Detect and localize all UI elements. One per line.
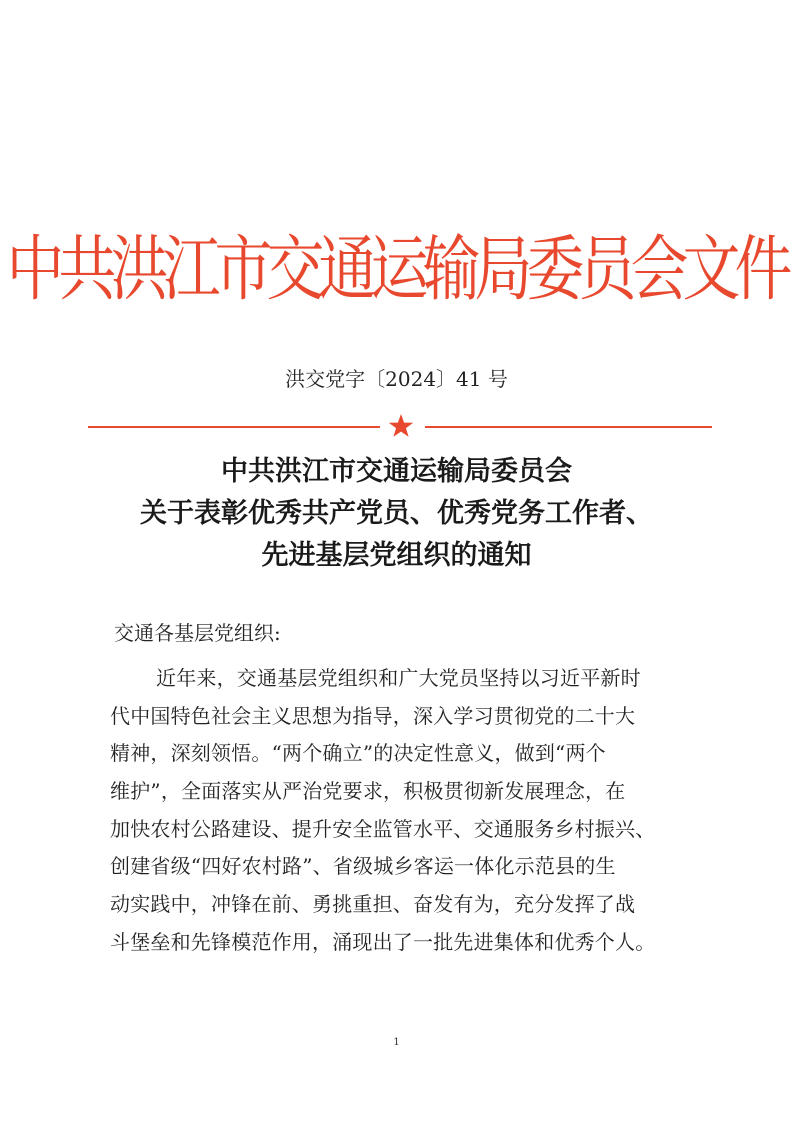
body-line: 近年来，交通基层党组织和广大党员坚持以习近平新时 bbox=[156, 666, 641, 690]
body-line: 加快农村公路建设、提升安全监管水平、交通服务乡村振兴、 bbox=[110, 816, 656, 841]
body-paragraph bbox=[110, 660, 685, 962]
body-line: 动实践中，冲锋在前、勇挑重担、奋发有为，充分发挥了战 bbox=[110, 892, 636, 917]
red-header-title: 中共洪江市交通运输局委员会文件 bbox=[6, 227, 787, 311]
body-line: 维护”，全面落实从严治党要求，积极贯彻新发展理念，在 bbox=[110, 779, 626, 804]
document-number: 洪交党字〔2024〕41 号 bbox=[285, 367, 508, 391]
notice-title bbox=[0, 451, 793, 577]
title-line: 先进基层党组织的通知 bbox=[261, 540, 532, 571]
header-rule-left bbox=[88, 426, 380, 428]
title-line: 关于表彰优秀共产党员、优秀党务工作者、 bbox=[140, 498, 653, 529]
body-line: 精神，深刻领悟。“两个确立”的决定性意义，做到“两个 bbox=[110, 741, 606, 766]
title-line: 中共洪江市交通运输局委员会 bbox=[221, 456, 572, 487]
page-number: 1 bbox=[393, 1037, 400, 1048]
star-icon bbox=[388, 413, 414, 439]
body-line: 斗堡垒和先锋模范作用，涌现出了一批先进集体和优秀个人。 bbox=[110, 929, 656, 954]
body-line: 代中国特色社会主义思想为指导，深入学习贯彻党的二十大 bbox=[110, 703, 636, 728]
header-rule-right bbox=[425, 426, 712, 428]
body-line: 创建省级“四好农村路”、省级城乡客运一体化示范县的生 bbox=[110, 854, 616, 879]
salutation: 交通各基层党组织: bbox=[114, 621, 281, 645]
